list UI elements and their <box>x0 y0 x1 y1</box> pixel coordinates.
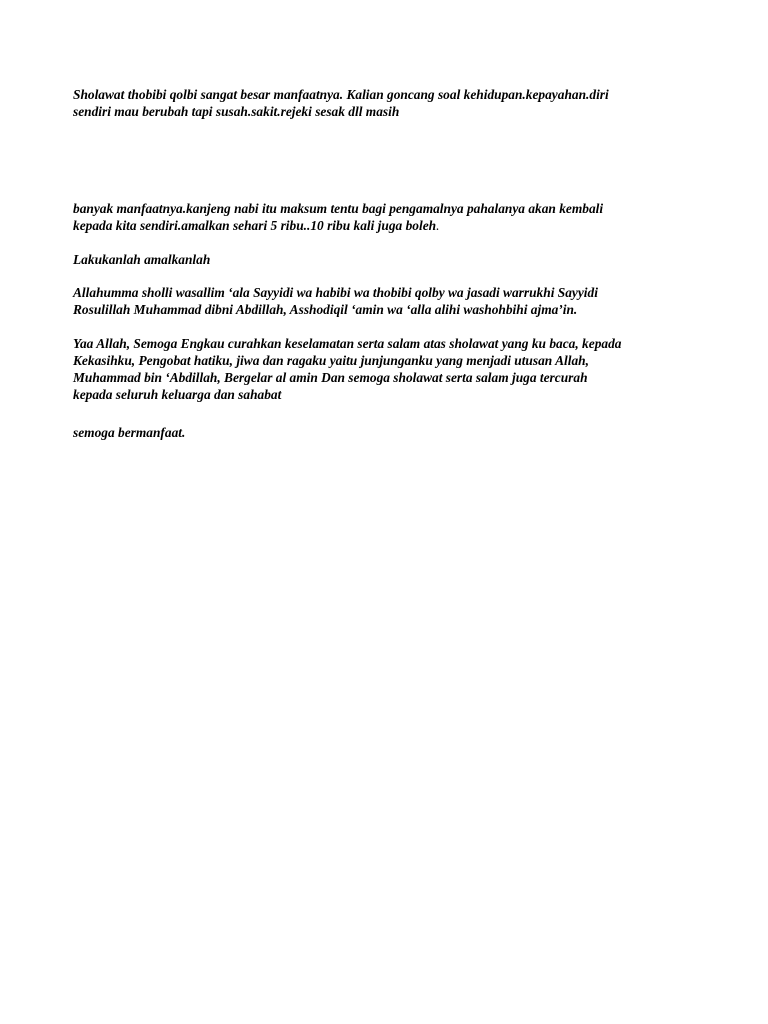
closing-paragraph <box>73 424 723 441</box>
instruction-paragraph <box>73 251 723 268</box>
text-line: banyak manfaatnya.kanjeng nabi itu maksum tentu bagi pengamalnya pahalanya akan kembali <box>73 201 604 216</box>
trailing-period: . <box>436 218 440 233</box>
text-line: sendiri mau berubah tapi susah.sakit.rejeki sesak dll masih <box>73 104 400 119</box>
text-line: Lakukanlah amalkanlah <box>73 252 211 267</box>
intro-paragraph <box>73 86 723 120</box>
text-line: Muhammad bin ‘Abdillah, Bergelar al amin Dan semoga sholawat serta salam juga tercurah <box>73 370 588 385</box>
text-line: Yaa Allah, Semoga Engkau curahkan keselamatan serta salam atas sholawat yang ku baca, kepada <box>73 336 622 351</box>
text-line: kepada seluruh keluarga dan sahabat <box>73 387 282 402</box>
text-line: semoga bermanfaat. <box>73 425 186 440</box>
text-line <box>73 217 723 234</box>
benefit-paragraph <box>73 200 723 234</box>
text-line: Sholawat thobibi qolbi sangat besar manfaatnya. Kalian goncang soal kehidupan.kepayahan.diri <box>73 87 609 102</box>
prayer-paragraph <box>73 284 723 318</box>
text-line: Allahumma sholli wasallim ‘ala Sayyidi wa habibi wa thobibi qolby wa jasadi warrukhi Sayyidi <box>73 285 598 300</box>
text-line: Rosulillah Muhammad dibni Abdillah, Asshodiqil ‘amin wa ‘alla alihi washohbihi ajma’in. <box>73 302 578 317</box>
translation-paragraph <box>73 335 723 403</box>
text-line-content: kepada kita sendiri.amalkan sehari 5 ribu..10 ribu kali juga boleh <box>73 218 437 233</box>
text-line: Kekasihku, Pengobat hatiku, jiwa dan ragaku yaitu junjunganku yang menjadi utusan Allah, <box>73 353 589 368</box>
